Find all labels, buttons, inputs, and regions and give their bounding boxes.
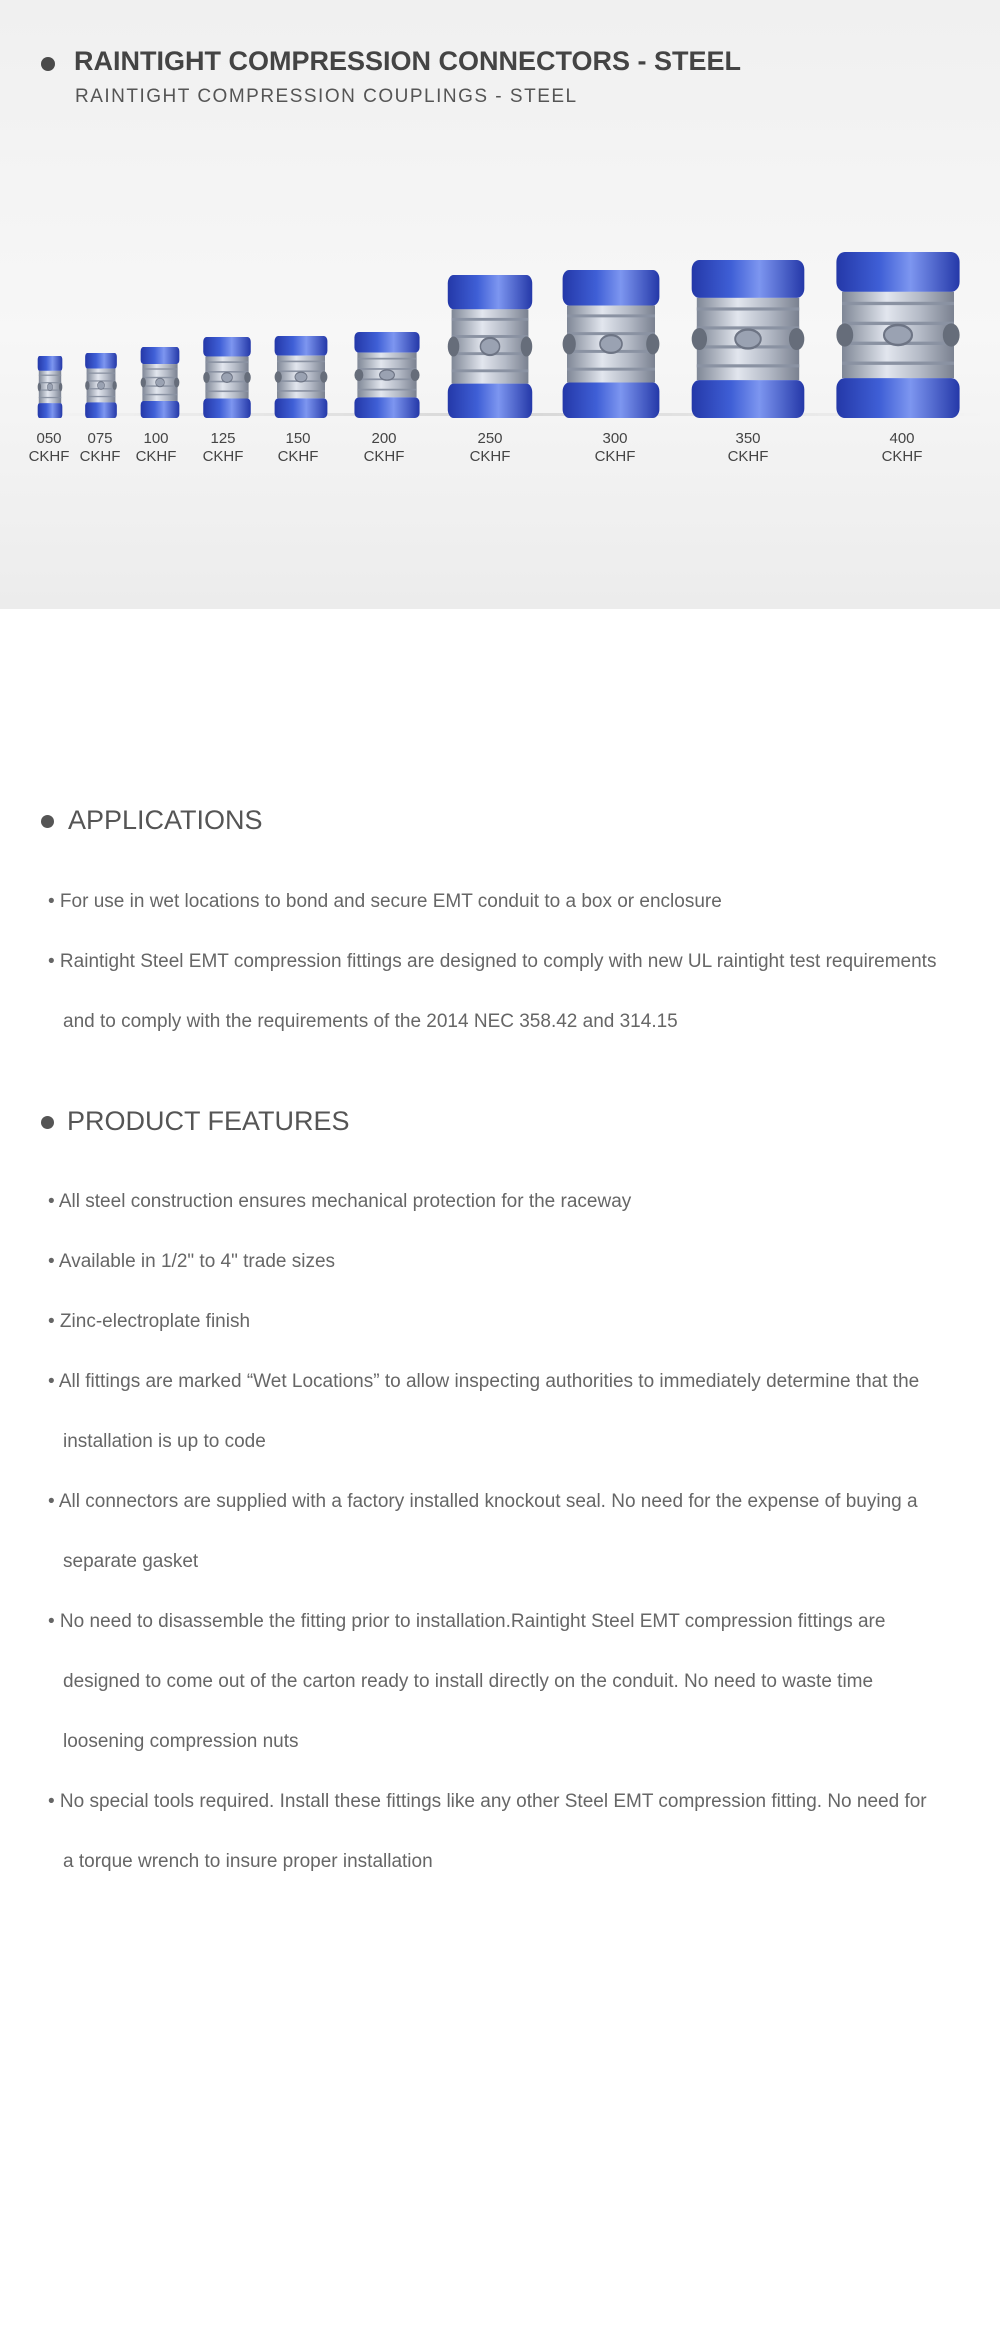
coupling-center-screw: [47, 383, 53, 390]
coupling-groove: [39, 375, 61, 376]
coupling-left-lug: [692, 328, 707, 350]
coupling-top-nut: [141, 347, 180, 364]
coupling-top-nut: [38, 356, 63, 371]
coupling-center-screw: [295, 372, 307, 382]
product-code: CKHF: [28, 448, 70, 465]
list-item-continuation: a torque wrench to insure proper installation: [63, 1851, 433, 1872]
coupling-left-lug: [448, 336, 460, 356]
coupling-bottom-nut: [692, 380, 805, 418]
coupling-groove: [567, 314, 655, 317]
list-item-continuation: designed to come out of the carton ready to install directly on the conduit. No need to waste time: [63, 1671, 874, 1692]
coupling-image: [271, 336, 331, 418]
coupling-right-lug: [113, 381, 117, 390]
coupling-groove: [452, 369, 529, 372]
coupling-top-nut: [692, 260, 805, 298]
coupling-groove: [87, 396, 116, 397]
list-item-continuation: and to comply with the requirements of the 2014 NEC 358.42 and 314.15: [63, 1011, 678, 1032]
list-item: • Available in 1/2" to 4" trade sizes: [48, 1251, 336, 1272]
coupling-right-lug: [521, 336, 533, 356]
coupling-center-screw: [222, 373, 233, 383]
coupling-left-lug: [354, 369, 363, 381]
coupling-groove: [842, 362, 954, 365]
coupling-right-lug: [59, 383, 62, 392]
applications-title: APPLICATIONS: [68, 805, 263, 835]
coupling-groove: [277, 390, 325, 392]
list-item-continuation: loosening compression nuts: [63, 1731, 299, 1752]
coupling-right-lug: [411, 369, 420, 381]
coupling-left-lug: [563, 334, 576, 355]
coupling-left-lug: [836, 323, 853, 346]
coupling-groove: [357, 358, 416, 360]
product-label: [575, 430, 655, 466]
coupling-groove: [697, 364, 799, 367]
coupling-top-nut: [354, 332, 419, 353]
coupling-right-lug: [244, 372, 250, 383]
coupling-left-lug: [275, 371, 282, 382]
title-bullet-icon: [41, 57, 55, 71]
product-label: [183, 430, 263, 466]
list-item-continuation: separate gasket: [63, 1551, 199, 1572]
product-size: 125: [210, 430, 236, 447]
list-item: • All fittings are marked “Wet Locations” to allow inspecting authorities to immediately determine that the: [48, 1371, 920, 1392]
product-code: CKHF: [469, 448, 511, 465]
coupling-center-screw: [156, 378, 165, 387]
coupling-right-lug: [789, 328, 804, 350]
product-size: 050: [36, 430, 62, 447]
coupling-center-screw: [884, 325, 912, 345]
coupling-center-screw: [380, 370, 395, 380]
coupling-image: [350, 332, 424, 418]
coupling-center-screw: [600, 335, 622, 353]
coupling-center-screw: [480, 338, 499, 355]
product-size: 400: [889, 430, 915, 447]
coupling-groove: [142, 394, 177, 395]
coupling-groove: [567, 368, 655, 371]
coupling-top-nut: [275, 336, 328, 356]
product-label: [258, 430, 338, 466]
coupling-left-lug: [38, 383, 41, 392]
features-bullet-icon: [41, 1116, 54, 1129]
list-item: • For use in wet locations to bond and secure EMT conduit to a box or enclosure: [48, 891, 722, 912]
coupling-bottom-nut: [85, 402, 117, 418]
product-size: 075: [87, 430, 113, 447]
product-code: CKHF: [277, 448, 319, 465]
coupling-right-lug: [320, 371, 327, 382]
list-item: • Raintight Steel EMT compression fittings are designed to comply with new UL raintight test requirements: [48, 951, 937, 972]
coupling-center-screw: [97, 382, 104, 390]
hero-title: RAINTIGHT COMPRESSION CONNECTORS - STEEL: [74, 46, 742, 76]
coupling-right-lug: [174, 378, 179, 388]
list-item: • All connectors are supplied with a factory installed knockout seal. No need for the expense of buying a: [48, 1491, 918, 1512]
applications-bullet-icon: [41, 815, 54, 828]
coupling-top-nut: [836, 252, 959, 292]
coupling-groove: [842, 302, 954, 305]
coupling-image: [83, 353, 119, 418]
coupling-bottom-nut: [38, 403, 63, 418]
product-code: CKHF: [881, 448, 923, 465]
coupling-bottom-nut: [836, 378, 959, 418]
coupling-top-nut: [448, 275, 532, 309]
coupling-top-nut: [203, 337, 251, 356]
product-label: [450, 430, 530, 466]
coupling-groove: [87, 373, 116, 374]
coupling-top-nut: [563, 270, 660, 306]
coupling-image: [200, 337, 254, 418]
coupling-bottom-nut: [563, 382, 660, 418]
coupling-left-lug: [203, 372, 209, 383]
product-label: [344, 430, 424, 466]
list-item: • No special tools required. Install these fittings like any other Steel EMT compression fitting. No need for: [48, 1791, 927, 1812]
coupling-image: [36, 356, 64, 418]
coupling-bottom-nut: [203, 399, 251, 418]
coupling-bottom-nut: [354, 397, 419, 418]
coupling-right-lug: [943, 323, 960, 346]
product-size: 300: [602, 430, 628, 447]
product-code: CKHF: [594, 448, 636, 465]
coupling-image: [684, 260, 812, 418]
coupling-groove: [142, 368, 177, 369]
hero-subtitle: RAINTIGHT COMPRESSION COUPLINGS - STEEL: [75, 86, 578, 107]
coupling-groove: [452, 318, 529, 321]
list-item-continuation: installation is up to code: [63, 1431, 266, 1452]
list-item: • All steel construction ensures mechanical protection for the raceway: [48, 1191, 632, 1212]
hero-banner: [0, 0, 1000, 609]
product-size: 350: [735, 430, 761, 447]
coupling-groove: [697, 307, 799, 310]
coupling-groove: [205, 361, 248, 363]
product-label: [708, 430, 788, 466]
product-code: CKHF: [135, 448, 177, 465]
coupling-groove: [357, 389, 416, 391]
coupling-top-nut: [85, 353, 117, 369]
coupling-groove: [277, 361, 325, 363]
coupling-right-lug: [646, 334, 659, 355]
coupling-bottom-nut: [141, 401, 180, 418]
coupling-left-lug: [141, 378, 146, 388]
product-label: [862, 430, 942, 466]
product-code: CKHF: [727, 448, 769, 465]
product-code: CKHF: [79, 448, 121, 465]
product-code: CKHF: [363, 448, 405, 465]
coupling-image: [442, 275, 538, 418]
coupling-image: [828, 252, 968, 418]
product-size: 100: [143, 430, 169, 447]
coupling-left-lug: [85, 381, 89, 390]
coupling-center-screw: [735, 330, 761, 349]
list-item: • Zinc-electroplate finish: [48, 1311, 251, 1332]
product-size: 150: [285, 430, 311, 447]
coupling-image: [138, 347, 182, 418]
coupling-groove: [205, 390, 248, 392]
product-size: 200: [371, 430, 397, 447]
features-title: PRODUCT FEATURES: [67, 1106, 350, 1136]
coupling-bottom-nut: [448, 384, 532, 418]
product-code: CKHF: [202, 448, 244, 465]
coupling-bottom-nut: [275, 398, 328, 418]
product-size: 250: [477, 430, 503, 447]
coupling-image: [556, 270, 666, 418]
list-item: • No need to disassemble the fitting prior to installation.Raintight Steel EMT compression fittings are: [48, 1611, 886, 1632]
coupling-groove: [39, 397, 61, 398]
